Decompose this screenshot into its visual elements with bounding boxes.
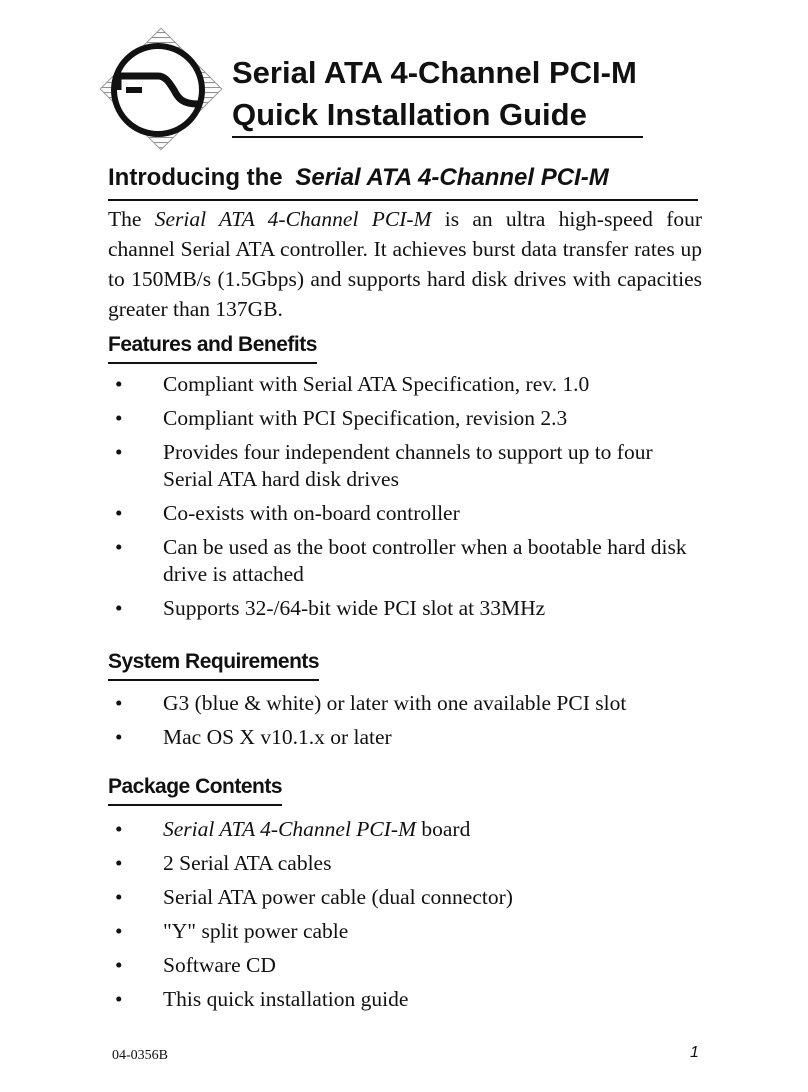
contents-heading: Package Contents [108, 772, 282, 806]
title-line-2: Quick Installation Guide [232, 97, 587, 132]
contents-list [108, 816, 708, 1020]
bullet: • [115, 817, 123, 841]
list-item-text: This quick installation guide [163, 987, 409, 1011]
list-item-text: Compliant with PCI Specification, revision 2.3 [163, 406, 568, 430]
bullet: • [115, 919, 123, 943]
list-item [108, 986, 708, 1013]
list-item [108, 595, 708, 622]
bullet: • [115, 987, 123, 1011]
list-item [108, 500, 708, 527]
list-item-text: Supports 32-/64-bit wide PCI slot at 33MHz [163, 596, 546, 620]
bullet: • [115, 440, 123, 464]
list-item-text: 2 Serial ATA cables [163, 851, 332, 875]
list-item-text: Serial ATA power cable (dual connector) [163, 885, 513, 909]
bullet: • [115, 596, 123, 620]
bullet: • [115, 406, 123, 430]
document-title [232, 52, 637, 136]
intro-heading-product: Serial ATA 4-Channel PCI-M [295, 164, 609, 191]
list-item-text: "Y" split power cable [163, 919, 349, 943]
list-item-text: Mac OS X v10.1.x or later [163, 725, 392, 749]
intro-heading-prefix: Introducing the [108, 164, 283, 191]
list-item [108, 884, 708, 911]
bullet: • [115, 501, 123, 525]
intro-body-prefix: The [108, 207, 142, 231]
page-number: 1 [690, 1044, 699, 1061]
list-item [108, 952, 708, 979]
features-list [108, 371, 708, 629]
document-code: 04-0356B [112, 1048, 168, 1063]
list-item [108, 371, 708, 398]
list-item-text: Co-exists with on-board controller [163, 501, 460, 525]
bullet: • [115, 691, 123, 715]
list-item-text: G3 (blue & white) or later with one available PCI slot [163, 691, 627, 715]
list-item-text: Compliant with Serial ATA Specification, rev. 1.0 [163, 372, 590, 396]
bullet: • [115, 372, 123, 396]
list-item [108, 439, 708, 493]
list-item [108, 690, 708, 717]
bullet: • [115, 535, 123, 559]
siig-logo-icon [96, 24, 226, 154]
intro-body-product: Serial ATA 4-Channel PCI-M [154, 207, 432, 231]
bullet: • [115, 885, 123, 909]
list-item [108, 816, 708, 843]
requirements-list [108, 690, 708, 758]
list-item [108, 405, 708, 432]
list-item-text: Can be used as the boot controller when a bootable hard disk drive is attached [163, 535, 687, 586]
list-item-product: Serial ATA 4-Channel PCI-M [163, 817, 417, 841]
list-item-text: Software CD [163, 953, 276, 977]
intro-underline [108, 199, 698, 201]
bullet: • [115, 851, 123, 875]
list-item-text: board [421, 817, 471, 841]
intro-paragraph [108, 204, 702, 324]
title-line-1: Serial ATA 4-Channel PCI-M [232, 55, 637, 90]
intro-heading [108, 160, 609, 196]
list-item [108, 724, 708, 751]
intro-body-rest: is an ultra high-speed four channel Serial ATA controller. It achieves burst data transfer rates up to 150MB/s (1.5Gbps) and supports hard disk drives with capacities greater than 137GB. [108, 207, 703, 321]
list-item-text: Provides four independent channels to support up to four Serial ATA hard disk drives [163, 440, 653, 491]
list-item [108, 918, 708, 945]
bullet: • [115, 953, 123, 977]
requirements-heading: System Requirements [108, 647, 319, 681]
list-item [108, 850, 708, 877]
list-item [108, 534, 708, 588]
title-underline [232, 136, 643, 138]
bullet: • [115, 725, 123, 749]
features-heading: Features and Benefits [108, 330, 317, 364]
